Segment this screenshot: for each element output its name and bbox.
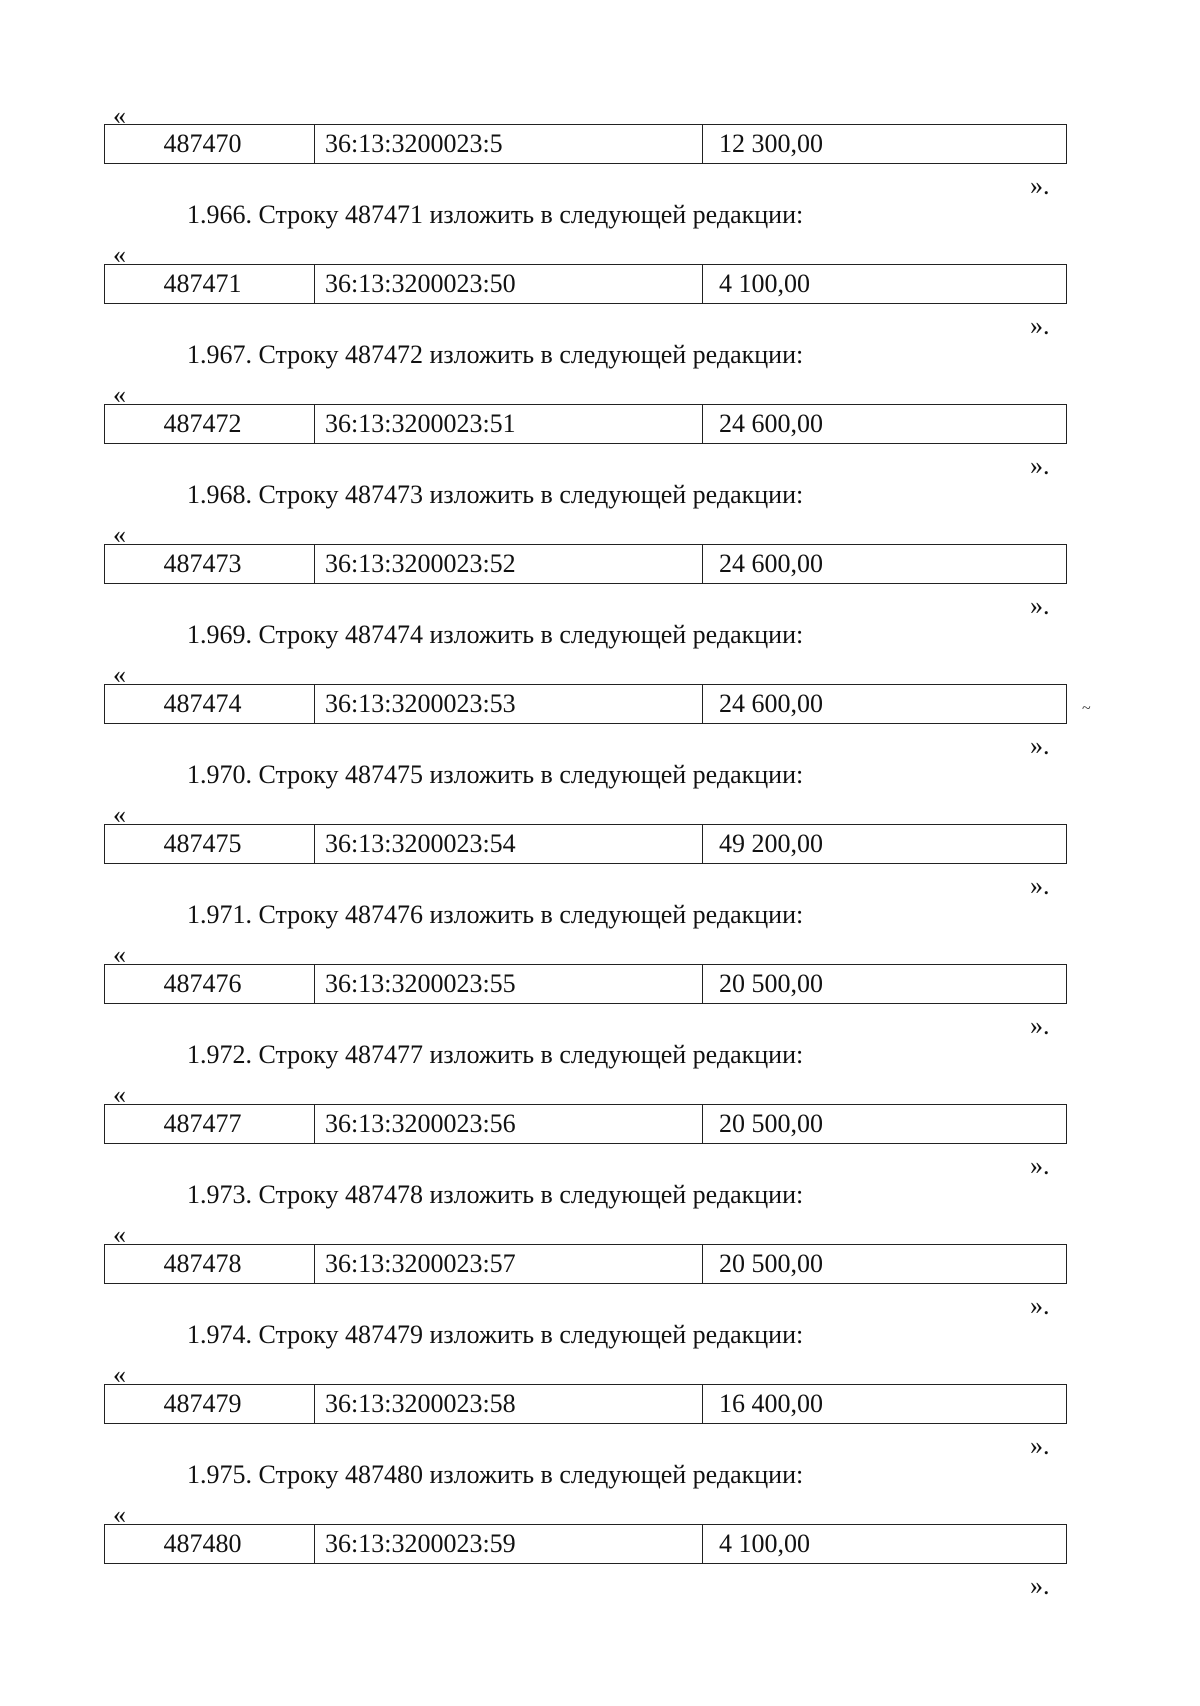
cadastral-number-cell: 36:13:3200023:55 — [315, 965, 703, 1003]
row-table — [104, 964, 1067, 1004]
cadastral-number-cell: 36:13:3200023:50 — [315, 265, 703, 303]
amount-cell: 4 100,00 — [719, 269, 810, 298]
open-quote: « — [113, 240, 126, 269]
open-quote: « — [113, 1500, 126, 1529]
row-number-cell: 487476 — [105, 965, 315, 1003]
cadastral-number-cell: 36:13:3200023:56 — [315, 1105, 703, 1143]
close-quote: ». — [1030, 1151, 1050, 1180]
cadastral-number-cell: 36:13:3200023:53 — [315, 685, 703, 723]
row-table — [104, 824, 1067, 864]
row-number-cell: 487480 — [105, 1525, 315, 1563]
close-quote: ». — [1030, 311, 1050, 340]
open-quote: « — [113, 1220, 126, 1249]
cadastral-number-cell: 36:13:3200023:52 — [315, 545, 703, 583]
close-quote: ». — [1030, 451, 1050, 480]
instruction-line: 1.972. Строку 487477 изложить в следующей редакции: — [187, 1040, 804, 1069]
instruction-line: 1.974. Строку 487479 изложить в следующей редакции: — [187, 1320, 804, 1349]
open-quote: « — [113, 1360, 126, 1389]
open-quote: « — [113, 101, 126, 130]
row-number-cell: 487470 — [105, 125, 315, 163]
instruction-line: 1.967. Строку 487472 изложить в следующей редакции: — [187, 340, 804, 369]
row-table — [104, 264, 1067, 304]
side-mark: ~ — [1082, 700, 1091, 717]
amount-cell: 24 600,00 — [719, 549, 823, 578]
amount-cell: 24 600,00 — [719, 689, 823, 718]
amount-cell: 49 200,00 — [719, 829, 823, 858]
open-quote: « — [113, 940, 126, 969]
row-table — [104, 404, 1067, 444]
instruction-line: 1.975. Строку 487480 изложить в следующей редакции: — [187, 1460, 804, 1489]
row-table — [104, 1104, 1067, 1144]
row-table — [104, 124, 1067, 164]
instruction-line: 1.973. Строку 487478 изложить в следующей редакции: — [187, 1180, 804, 1209]
open-quote: « — [113, 800, 126, 829]
instruction-line: 1.966. Строку 487471 изложить в следующей редакции: — [187, 200, 804, 229]
amount-cell: 20 500,00 — [719, 969, 823, 998]
instruction-line: 1.971. Строку 487476 изложить в следующей редакции: — [187, 900, 804, 929]
close-quote: ». — [1030, 1431, 1050, 1460]
cadastral-number-cell: 36:13:3200023:51 — [315, 405, 703, 443]
row-table — [104, 684, 1067, 724]
open-quote: « — [113, 1080, 126, 1109]
instruction-line: 1.968. Строку 487473 изложить в следующей редакции: — [187, 480, 804, 509]
open-quote: « — [113, 520, 126, 549]
close-quote: ». — [1030, 731, 1050, 760]
row-number-cell: 487471 — [105, 265, 315, 303]
close-quote: ». — [1030, 171, 1050, 200]
cadastral-number-cell: 36:13:3200023:54 — [315, 825, 703, 863]
row-table — [104, 1524, 1067, 1564]
amount-cell: 12 300,00 — [719, 129, 823, 158]
row-number-cell: 487474 — [105, 685, 315, 723]
cadastral-number-cell: 36:13:3200023:58 — [315, 1385, 703, 1423]
row-table — [104, 544, 1067, 584]
row-number-cell: 487473 — [105, 545, 315, 583]
cadastral-number-cell: 36:13:3200023:57 — [315, 1245, 703, 1283]
row-number-cell: 487475 — [105, 825, 315, 863]
close-quote: ». — [1030, 1291, 1050, 1320]
row-number-cell: 487479 — [105, 1385, 315, 1423]
row-table — [104, 1384, 1067, 1424]
amount-cell: 20 500,00 — [719, 1249, 823, 1278]
amount-cell: 24 600,00 — [719, 409, 823, 438]
row-number-cell: 487472 — [105, 405, 315, 443]
close-quote: ». — [1030, 591, 1050, 620]
amount-cell: 16 400,00 — [719, 1389, 823, 1418]
open-quote: « — [113, 380, 126, 409]
row-table — [104, 1244, 1067, 1284]
row-number-cell: 487477 — [105, 1105, 315, 1143]
amount-cell: 4 100,00 — [719, 1529, 810, 1558]
close-quote: ». — [1030, 1011, 1050, 1040]
instruction-line: 1.970. Строку 487475 изложить в следующей редакции: — [187, 760, 804, 789]
cadastral-number-cell: 36:13:3200023:59 — [315, 1525, 703, 1563]
amount-cell: 20 500,00 — [719, 1109, 823, 1138]
close-quote: ». — [1030, 1571, 1050, 1600]
open-quote: « — [113, 660, 126, 689]
instruction-line: 1.969. Строку 487474 изложить в следующей редакции: — [187, 620, 804, 649]
row-number-cell: 487478 — [105, 1245, 315, 1283]
cadastral-number-cell: 36:13:3200023:5 — [315, 125, 703, 163]
close-quote: ». — [1030, 871, 1050, 900]
